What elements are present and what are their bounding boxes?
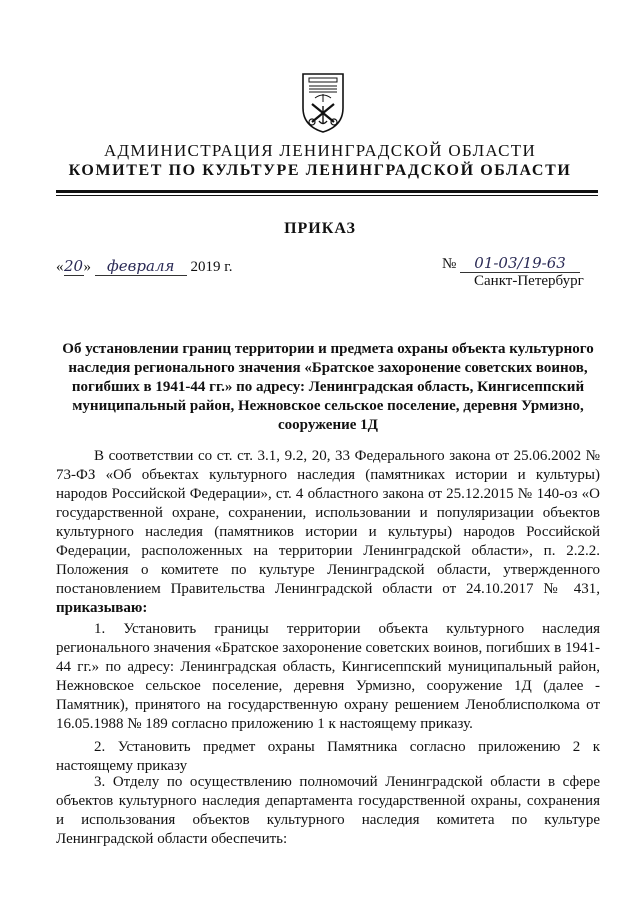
number-prefix: № <box>442 256 457 272</box>
intro-text: В соответствии со ст. ст. 3.1, 9.2, 20, 33 Федерального закона от 25.06.2002 № 73-ФЗ «Об объектах культурного наследия (памятниках истории и культуры) народов Российской Федерации», ст. 4 областного закона от 25.12.2015 № 140-оз «О государственной охране, сохранении, использовании и популяризации объектов культурного наследия (памятников истории и культуры) народов Российской Федерации, расположенных на территории Ленинградской области», п. 2.2.2. Положения о комитете по культуре Ленинградской области, утвержденного постановлением Правительства Ленинградской области от 24.10.2017 № 431, <box>56 448 600 597</box>
document-number <box>442 254 580 273</box>
committee-heading: КОМИТЕТ ПО КУЛЬТУРЕ ЛЕНИНГРАДСКОЙ ОБЛАСТИ <box>68 162 572 179</box>
header-divider-thin <box>56 195 598 196</box>
date-year: 2019 г. <box>190 259 233 275</box>
date-month: февраля <box>95 257 187 276</box>
document-date <box>56 257 232 276</box>
date-day: 20 <box>63 257 84 275</box>
date-close-quote: » <box>83 259 91 275</box>
intro-paragraph <box>56 447 600 618</box>
document-type: ПРИКАЗ <box>284 220 356 237</box>
document-city: Санкт-Петербург <box>474 273 584 289</box>
date-open-quote: « <box>56 259 64 275</box>
order-word: приказываю: <box>56 600 148 616</box>
header-divider-thick <box>56 190 598 193</box>
number-value: 01-03/19-63 <box>460 254 580 273</box>
coat-of-arms-icon <box>300 72 346 134</box>
order-item-1: 1. Установить границы территории объекта культурного наследия регионального значения «Братское захоронение советских воинов, погибших в 1941-44 гг.» по адресу: Ленинградская область, Кингисеппский муниципальный район, Нежновское сельское поселение, деревня Урмизно, сооружение 1Д (далее - Памятник), принятого на государственную охрану решением Леноблисполкома от 16.05.1988 № 189 согласно приложению 1 к настоящему приказу. <box>56 621 600 732</box>
administration-heading: АДМИНИСТРАЦИЯ ЛЕНИНГРАДСКОЙ ОБЛАСТИ <box>103 141 537 160</box>
document-title: Об установлении границ территории и предмета охраны объекта культурного наследия регионального значения «Братское захоронение советских воинов, погибших в 1941-44 гг.» по адресу: Ленинградская область, Кингисеппский муниципальный район, Нежновское сельское поселение, деревня Урмизно, сооружение 1Д <box>62 341 594 433</box>
order-item-3: 3. Отделу по осуществлению полномочий Ленинградской области в сфере объектов культурного наследия департамента государственной охраны, сохранения и использования объектов культурного наследия комитета по культуре Ленинградской области обеспечить: <box>56 774 600 847</box>
order-item-2: 2. Установить предмет охраны Памятника согласно приложению 2 к настоящему приказу <box>56 739 600 774</box>
